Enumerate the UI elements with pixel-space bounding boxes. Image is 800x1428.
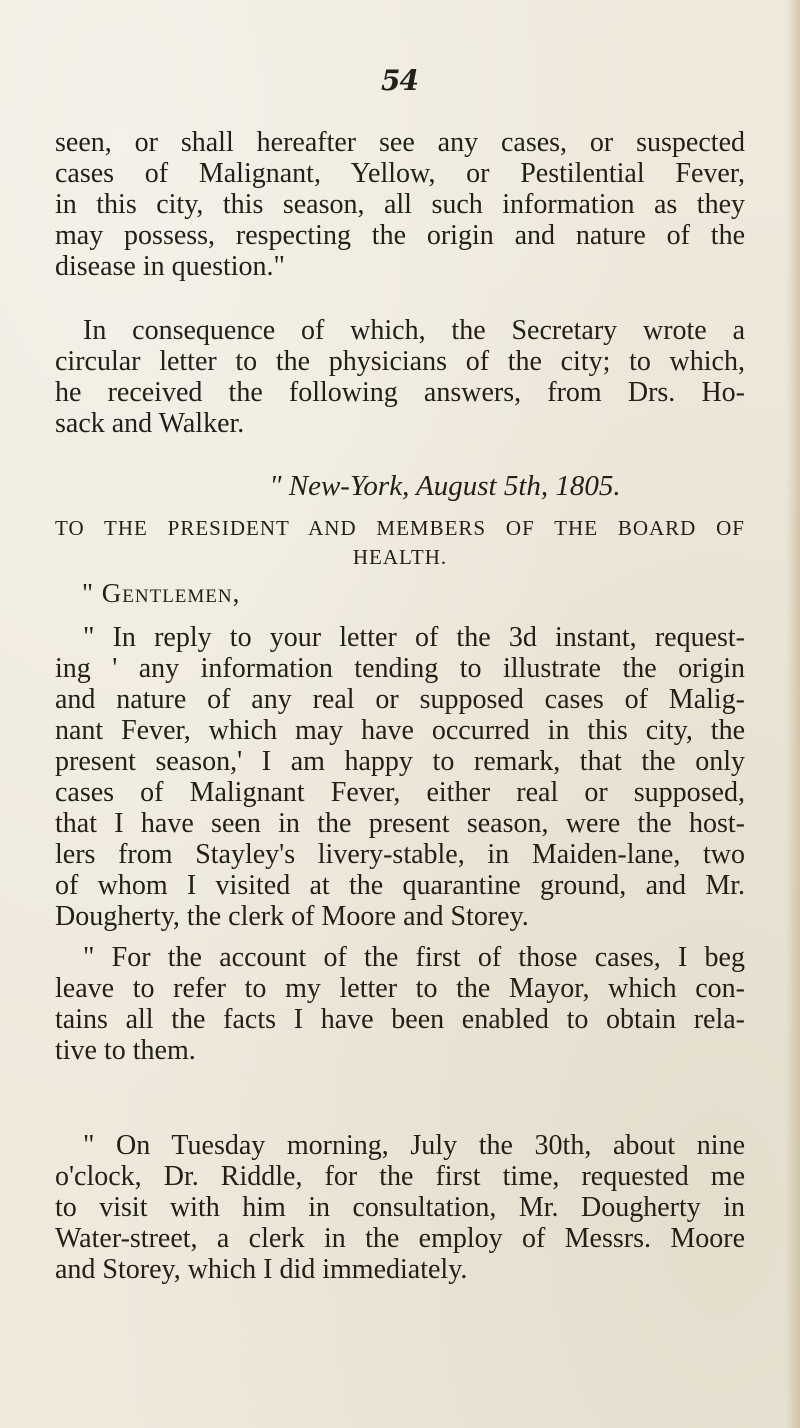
text-line: sack and Walker. [55,408,245,439]
text-line: seen, or shall hereafter see any cases, or suspected [55,127,745,158]
text-line: ing ' any information tending to illustrate the origin [55,653,745,684]
paragraph-reply [55,622,745,932]
text-line: may possess, respecting the origin and nature of the [55,220,745,251]
text-line: cases of Malignant Fever, either real or supposed, [55,777,745,808]
text-line: " For the account of the first of those cases, I beg [83,942,745,973]
address-line: TO THE PRESIDENT AND MEMBERS OF THE BOARD OF [55,516,745,540]
text-line: and Storey, which I did immediately. [55,1254,468,1285]
address-line: HEALTH. [352,545,448,569]
text-line: nant Fever, which may have occurred in this city, the [55,715,745,746]
text-line: circular letter to the physicians of the city; to which, [55,346,745,377]
text-line: In consequence of which, the Secretary wrote a [83,315,745,346]
page-number: 54 [381,64,418,97]
text-line: " On Tuesday morning, July the 30th, about nine [83,1130,745,1161]
text-line: Water-street, a clerk in the employ of Messrs. Moore [55,1223,745,1254]
letter-dateline: " New-York, August 5th, 1805. [269,470,621,502]
text-line: tains all the facts I have been enabled to obtain rela- [55,1004,745,1035]
text-line: of whom I visited at the quarantine ground, and Mr. [55,870,745,901]
text-line: leave to refer to my letter to the Mayor, which con- [55,973,745,1004]
text-line: " In reply to your letter of the 3d instant, request- [83,622,745,653]
text-line: cases of Malignant, Yellow, or Pestilential Fever, [55,158,745,189]
text-line: and nature of any real or supposed cases of Malig- [55,684,745,715]
paragraph-consequence [55,315,745,439]
text-line: disease in question." [55,251,285,282]
paragraph-tuesday [55,1130,745,1285]
text-line: that I have seen in the present season, were the host- [55,808,745,839]
text-line: Dougherty, the clerk of Moore and Storey. [55,901,529,932]
letter-address [55,514,745,572]
text-line: present season,' I am happy to remark, that the only [55,746,745,777]
letter-salutation: " Gentlemen, [82,578,241,608]
text-line: o'clock, Dr. Riddle, for the first time, requested me [55,1161,745,1192]
text-line: lers from Stayley's livery-stable, in Maiden-lane, two [55,839,745,870]
text-line: he received the following answers, from Drs. Ho- [55,377,745,408]
paragraph-continuation [55,127,745,282]
text-line: to visit with him in consultation, Mr. Dougherty in [55,1192,745,1223]
page-edge-shadow [786,0,800,1428]
paragraph-account [55,942,745,1066]
text-line: tive to them. [55,1035,196,1066]
text-line: in this city, this season, all such information as they [55,189,745,220]
